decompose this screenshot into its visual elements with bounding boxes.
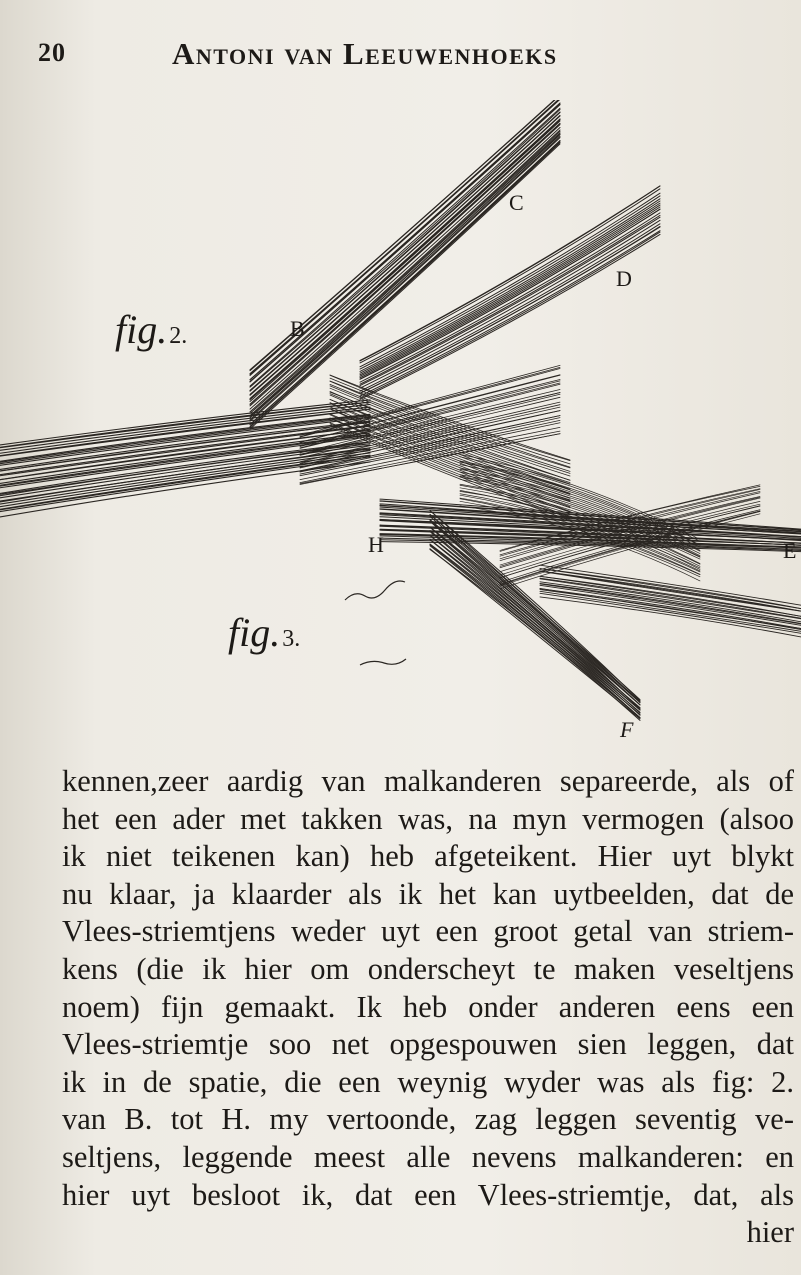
figure-2-label [115, 307, 188, 352]
page-number: 20 [38, 38, 66, 67]
fibre-strand [540, 576, 801, 616]
text-line: ik niet teikenen kan) heb afgeteikent. Hier uyt blykt [62, 839, 794, 874]
fibre-strand [300, 365, 560, 435]
fibre-strand [250, 108, 560, 386]
figure-3-label [228, 610, 301, 655]
fibre-strand [360, 234, 660, 399]
figure-2-number: 2. [169, 323, 188, 349]
letter-d: D [616, 266, 632, 291]
letter-e: E [783, 538, 797, 563]
fibre-strand [250, 115, 560, 394]
figure-3-number: 3. [282, 626, 301, 652]
fibre-strand [250, 123, 560, 404]
muscle-fibre-engraving [0, 100, 801, 750]
text-line: Vlees-striemtjens weder uyt een groot getal van striem- [62, 914, 794, 949]
body-text [62, 763, 794, 1252]
text-line: ik in de spatie, die een weynig wyder was als fig: 2. [62, 1064, 794, 1099]
fibre-strand [250, 141, 560, 425]
fibre-strand [250, 128, 560, 410]
fibre-strand [0, 407, 370, 453]
fibre-strand [540, 593, 801, 633]
fibre-strand [360, 203, 660, 375]
fibre-strand [250, 130, 560, 412]
letter-f: F [620, 717, 634, 742]
text-line: van B. tot H. my vertoonde, zag leggen seventig ve- [62, 1102, 794, 1137]
fibre-strand [300, 427, 560, 479]
engraved-plate [0, 100, 801, 750]
text-line: hier uyt besloot ik, dat een Vlees-striemtje, dat, als [62, 1177, 794, 1212]
fibre-strand [300, 383, 560, 448]
letter-h: H [368, 532, 384, 557]
figure-3-text: fig. [228, 610, 281, 655]
catchword: hier [746, 1215, 794, 1250]
text-line: kennen,zeer aardig van malkanderen separeerde, als of [62, 764, 794, 798]
letter-b: B [290, 316, 305, 341]
text-line: kens (die ik hier om onderscheyt te maken veseltjens [62, 951, 794, 986]
fibre-strand [540, 576, 801, 616]
fibre-strand [250, 119, 560, 399]
text-line: noem) fijn gemaakt. Ik heb onder anderen eens een [62, 989, 794, 1024]
figure-2-text: fig. [115, 307, 168, 352]
text-line: seltjens, leggende meest alle nevens malkanderen: en [62, 1139, 794, 1174]
plate-squiggle [345, 581, 405, 600]
plate-squiggle [360, 659, 406, 665]
text-line: het een ader met takken was, na myn vermogen (alsoo [62, 801, 794, 836]
page-header [0, 36, 801, 76]
running-title: Antoni van Leeuwenhoeks [172, 36, 558, 71]
letter-c: C [509, 190, 524, 215]
text-line: nu klaar, ja klaarder als ik het kan uytbeelden, dat de [62, 876, 794, 911]
fibre-strand [250, 141, 560, 425]
text-line: Vlees-striemtje soo net opgespouwen sien leggen, dat [62, 1027, 794, 1062]
